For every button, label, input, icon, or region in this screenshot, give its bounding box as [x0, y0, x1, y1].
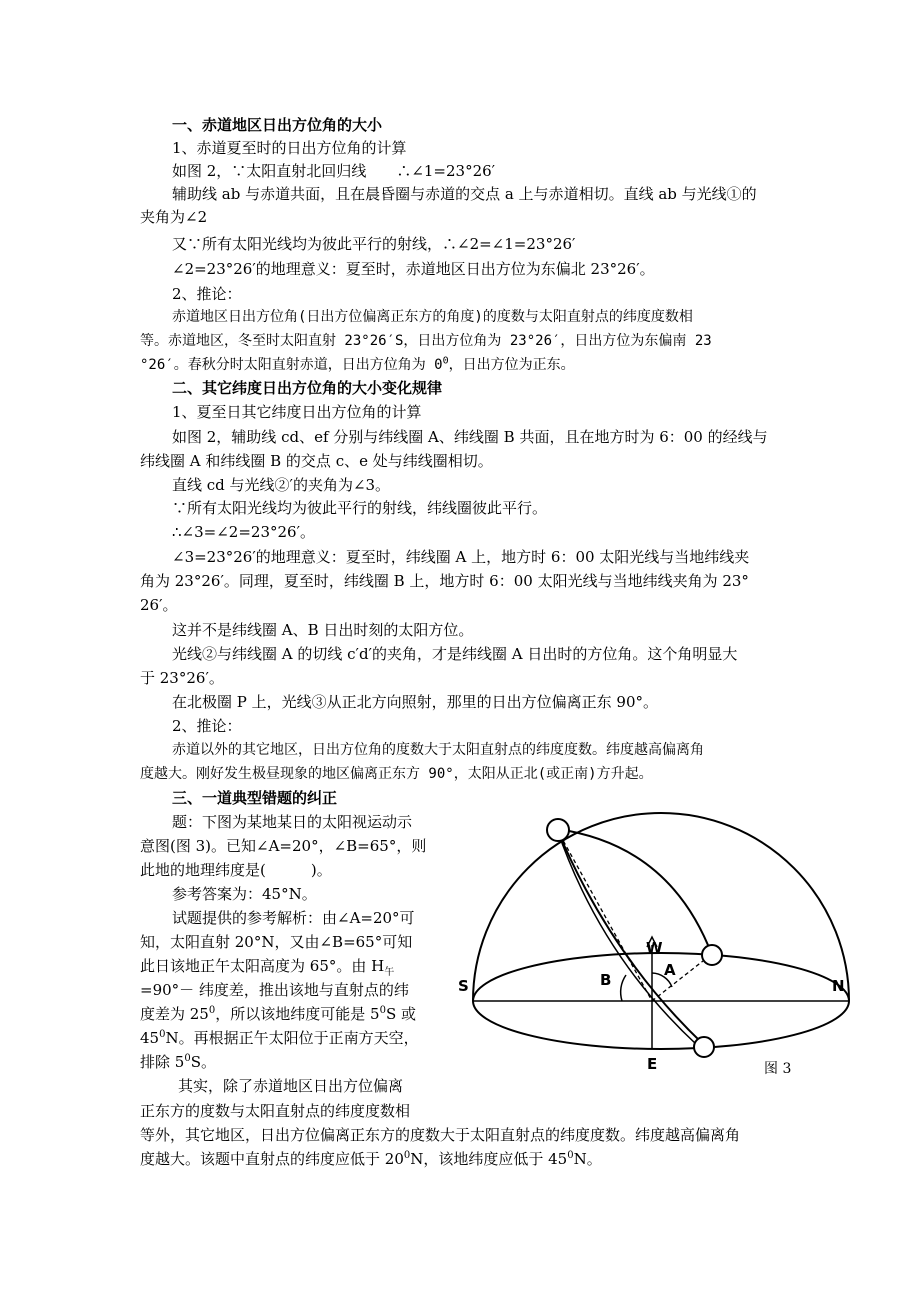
- paragraph: 这并不是纬线圈 A、B 日出时刻的太阳方位。: [172, 621, 474, 639]
- figure-caption: 图 3: [764, 1061, 792, 1077]
- label-angle-b: B: [600, 971, 612, 989]
- section3-heading: 三、一道典型错题的纠正: [172, 789, 338, 807]
- paragraph: ∵所有太阳光线均为彼此平行的射线，纬线圈彼此平行。: [172, 499, 548, 517]
- section2-subheading-1: 1、夏至日其它纬度日出方位角的计算: [172, 403, 422, 421]
- label-angle-a: A: [664, 961, 676, 979]
- paragraph: 角为 23°26′。同理，夏至时，纬线圈 B 上，地方时 6：00 太阳光线与当地纬线夹角为 23°: [140, 572, 749, 590]
- paragraph: 排除 $5^0S$。: [140, 1053, 216, 1071]
- paragraph: 于 23°26′。: [140, 669, 224, 687]
- paragraph: 此日该地正午太阳高度为 65°。由 $H_午$: [140, 957, 395, 978]
- answer-text: 参考答案为：45°N。: [172, 885, 317, 903]
- paragraph: ∴∠3=∠2=23°26′。: [172, 523, 315, 541]
- paragraph: 其实，除了赤道地区日出方位偏离: [178, 1077, 404, 1095]
- section1-subheading-2: 2、推论：: [172, 285, 242, 303]
- paragraph: 正东方的度数与太阳直射点的纬度度数相: [140, 1102, 411, 1120]
- paragraph: 如图 2，∵太阳直射北回归线 ∴∠1=23°26′: [172, 162, 496, 180]
- section1-heading: 一、赤道地区日出方位角的大小: [172, 116, 383, 134]
- paragraph: 辅助线 ab 与赤道共面，且在晨昏圈与赤道的交点 a 上与赤道相切。直线 ab 与光线①的: [172, 185, 757, 203]
- dashed-sunrise-ray: [652, 957, 708, 1001]
- paragraph: °26′。春秋分时太阳直射赤道，日出方位角为 $0^0$，日出方位为正东。: [140, 355, 575, 373]
- sun-right-circle: [702, 945, 722, 965]
- paragraph: 试题提供的参考解析：由∠A=20°可: [172, 909, 415, 927]
- section1-subheading-1: 1、赤道夏至时的日出方位角的计算: [172, 139, 407, 157]
- label-w: W: [646, 939, 663, 957]
- paragraph: 度越大。该题中直射点的纬度应低于 $20^0N$，该地纬度应低于 $45^0N$。: [140, 1150, 602, 1168]
- paragraph: 如图 2，辅助线 cd、ef 分别与纬线圈 A、纬线圈 B 共面，且在地方时为 6：00 的经线与: [172, 428, 768, 446]
- paragraph: 光线②与纬线圈 A 的切线 c′d′的夹角，才是纬线圈 A 日出时的方位角。这个角明显大: [172, 645, 738, 663]
- paragraph: 纬线圈 A 和纬线圈 B 的交点 c、e 处与纬线圈相切。: [140, 452, 493, 470]
- label-s: S: [458, 977, 469, 995]
- sun-rising-circle: [694, 1037, 714, 1057]
- sun-path-arc-inner: [557, 829, 697, 1045]
- question-text: 题：下图为某地某日的太阳视运动示: [172, 813, 413, 831]
- angle-b-arc: [621, 975, 626, 1001]
- paragraph: 在北极圈 P 上，光线③从正北方向照射，那里的日出方位偏离正东 90°。: [172, 693, 658, 711]
- paragraph: $45^0N$。再根据正午太阳位于正南方天空，: [140, 1029, 419, 1047]
- paragraph: 赤道以外的其它地区，日出方位角的度数大于太阳直射点的纬度度数。纬度越高偏离角: [172, 742, 704, 758]
- paragraph: ∠2=23°26′的地理意义：夏至时，赤道地区日出方位为东偏北 23°26′。: [172, 260, 655, 278]
- paragraph: 夹角为∠2: [140, 208, 208, 226]
- paragraph: 度越大。刚好发生极昼现象的地区偏离正东方 90°，太阳从正北(或正南)方升起。: [140, 766, 653, 782]
- sun-path-arc-outer: [557, 829, 702, 1043]
- sun-noon-circle: [547, 819, 569, 841]
- paragraph: 直线 cd 与光线②′的夹角为∠3。: [172, 476, 391, 494]
- sun-path-upper-arc: [557, 829, 712, 955]
- section2-subheading-2: 2、推论：: [172, 717, 242, 735]
- label-n: N: [832, 977, 845, 995]
- paragraph: 等外，其它地区，日出方位偏离正东方的度数大于太阳直射点的纬度度数。纬度越高偏离角: [140, 1126, 741, 1144]
- paragraph: ∠3=23°26′的地理意义：夏至时，纬线圈 A 上，地方时 6：00 太阳光线与当地纬线夹: [172, 548, 750, 566]
- question-text: 此地的地理纬度是( )。: [140, 861, 332, 879]
- section2-heading: 二、其它纬度日出方位角的大小变化规律: [172, 379, 443, 397]
- paragraph: 等。赤道地区，冬至时太阳直射 23°26′S，日出方位角为 23°26′，日出方位为东偏南 23: [140, 333, 712, 349]
- label-e: E: [647, 1055, 658, 1073]
- question-text: 意图(图 3)。已知∠A=20°，∠B=65°，则: [140, 837, 427, 855]
- paragraph: 赤道地区日出方位角(日出方位偏离正东方的角度)的度数与太阳直射点的纬度度数相: [172, 309, 693, 325]
- paragraph: 26′。: [140, 596, 178, 614]
- sky-dome-arc: [473, 813, 849, 1001]
- paragraph: 度差为 $25^0$，所以该地纬度可能是 $5^0S$ 或: [140, 1005, 416, 1023]
- paragraph: =90°－ 纬度差，推出该地与直射点的纬: [140, 981, 409, 999]
- sun-path-diagram: [450, 805, 870, 1080]
- paragraph: 又∵所有太阳光线均为彼此平行的射线，∴∠2=∠1=23°26′: [172, 235, 576, 253]
- paragraph: 知，太阳直射 20°N，又由∠B=65°可知: [140, 933, 413, 951]
